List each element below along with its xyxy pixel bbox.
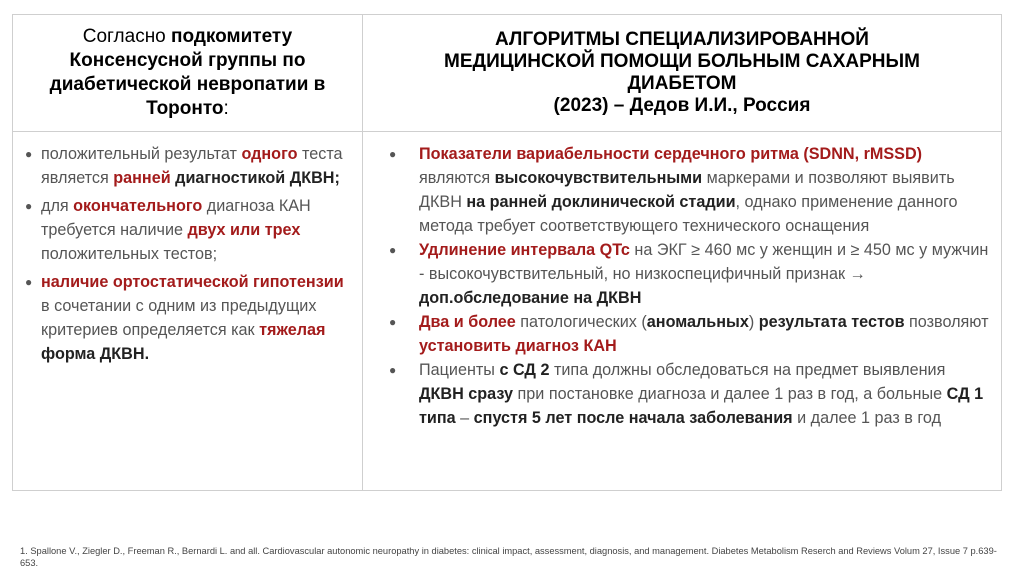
right-item-4-text-e: при постановке диагноза и далее 1 раз в год, а больные bbox=[513, 385, 947, 403]
right-header-line-3: ДИАБЕТОМ bbox=[627, 73, 737, 94]
left-item-1-emph-one: одного bbox=[241, 145, 298, 163]
left-header-text-1: Согласно bbox=[82, 26, 172, 47]
left-item-2-emph-two-three: двух или трех bbox=[187, 221, 301, 239]
left-item-2-emph-final: окончательного bbox=[73, 197, 203, 215]
right-item-1-emph-hrv: Показатели вариабельности сердечного ритма (SDNN, rMSSD) bbox=[419, 145, 923, 163]
right-item-3-text-f: позволяют bbox=[904, 313, 989, 331]
left-item-2-text-e: положительных тестов; bbox=[41, 245, 218, 263]
right-item-3-text-b: патологических ( bbox=[515, 313, 647, 331]
left-header-bold: подкомитету bbox=[171, 26, 293, 47]
left-header-bold-2: Консенсусной группы по диабетической невропатии в Торонто bbox=[49, 50, 326, 119]
left-header-colon: : bbox=[223, 98, 229, 119]
left-item-1-text-c: теста является bbox=[41, 145, 343, 187]
comparison-table bbox=[12, 14, 1002, 491]
right-item-3-emph-two-more: Два и более bbox=[419, 313, 516, 331]
right-item-4-text-i: и далее 1 раз в год bbox=[792, 409, 942, 427]
left-item-3-emph-severe: тяжелая bbox=[259, 321, 326, 339]
left-item-1 bbox=[25, 142, 352, 190]
right-item-3 bbox=[381, 310, 989, 358]
right-item-4-bold-5-years: спустя 5 лет после начала заболевания bbox=[473, 409, 793, 427]
right-item-2-emph-qtc: Удлинение интервала QTc bbox=[419, 241, 630, 259]
footnote: 1. Spallone V., Ziegler D., Freeman R., Bernardi L. and all. Cardiovascular autonomic neuropathy in diabetes: clinical impact, assessment, diagnosis, and management. Diabetes Metabolism Reserch and Reviews Volum 27, Issue 7 p.639-653. bbox=[20, 546, 997, 568]
right-item-4-bold-t1: СД 1 типа bbox=[419, 385, 984, 427]
left-item-3-emph-hypotension: наличие ортостатической гипотензии bbox=[41, 273, 344, 291]
right-item-3-bold-abnormal: аномальных bbox=[646, 313, 749, 331]
left-item-1-text-a: положительный результат bbox=[41, 145, 242, 163]
left-item-1-emph-early: ранней bbox=[113, 169, 171, 187]
right-item-1 bbox=[381, 142, 989, 238]
right-header-line-4: (2023) – Дедов И.И., Россия bbox=[553, 95, 811, 116]
right-item-2 bbox=[381, 238, 989, 310]
right-item-4 bbox=[381, 358, 989, 430]
right-item-4-bold-immediately: ДКВН сразу bbox=[419, 385, 514, 403]
left-item-3 bbox=[25, 270, 352, 366]
right-item-1-bold-sensitive: высокочувствительными bbox=[494, 169, 703, 187]
right-item-3-emph-diagnosis: установить диагноз КАН bbox=[419, 337, 617, 355]
right-item-4-bold-t2: с СД 2 bbox=[499, 361, 550, 379]
left-header bbox=[13, 15, 362, 131]
right-column-body bbox=[363, 132, 1001, 490]
right-item-1-text-b: являются bbox=[419, 169, 495, 187]
right-item-4-text-g: – bbox=[455, 409, 474, 427]
left-column-body bbox=[13, 132, 362, 490]
right-item-2-text-b: на ЭКГ ≥ 460 мс у женщин и ≥ 450 мс у мужчин - высокочувствительный, но низкоспецифичный признак → bbox=[419, 241, 989, 283]
left-item-2 bbox=[25, 194, 352, 266]
right-item-2-bold-exam: доп.обследование на ДКВН bbox=[419, 289, 642, 307]
left-item-3-text-b: в сочетании с одним из предыдущих критериев определяется как bbox=[41, 297, 317, 339]
right-item-4-text-c: типа должны обследоваться на предмет выявления bbox=[549, 361, 946, 379]
left-item-2-text-c: диагноза КАН требуется наличие bbox=[41, 197, 311, 239]
right-item-3-text-d: ) bbox=[748, 313, 759, 331]
right-header-line-2: МЕДИЦИНСКОЙ ПОМОЩИ БОЛЬНЫМ САХАРНЫМ bbox=[444, 51, 920, 72]
right-item-4-text-a: Пациенты bbox=[419, 361, 500, 379]
right-header bbox=[363, 15, 1001, 131]
right-item-1-text-f: , однако применение данного метода требует соответствующего технического оснащения bbox=[419, 193, 958, 235]
left-item-1-text-e: диагностикой ДКВН; bbox=[170, 169, 340, 187]
left-item-2-text-a: для bbox=[41, 197, 74, 215]
right-item-3-bold-results: результата тестов bbox=[758, 313, 905, 331]
right-item-1-bold-early-stage: на ранней доклинической стадии bbox=[466, 193, 736, 211]
right-header-line-1: АЛГОРИТМЫ СПЕЦИАЛИЗИРОВАННОЙ bbox=[495, 29, 869, 50]
left-item-3-text-d: форма ДКВН. bbox=[41, 345, 150, 363]
right-item-1-text-d: маркерами и позволяют выявить ДКВН bbox=[419, 169, 955, 211]
